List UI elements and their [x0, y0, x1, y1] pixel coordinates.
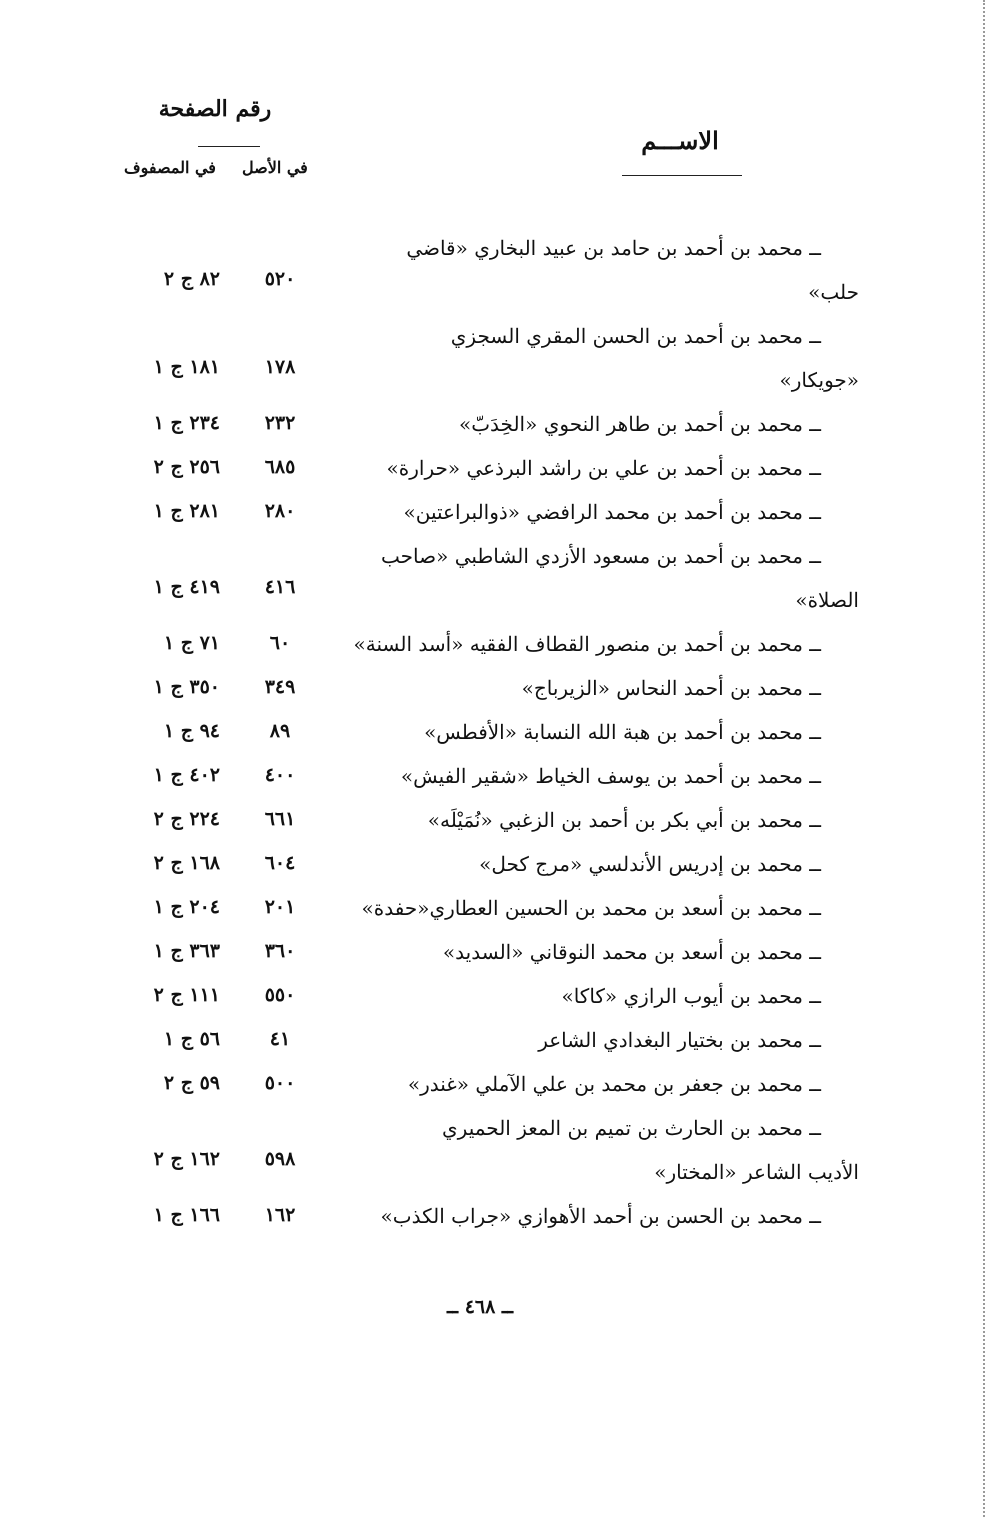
typeset-page-number: ٢٥٦ ج ٢: [153, 456, 220, 478]
entry-name-line: ــ محمد بن جعفر بن محمد بن علي الآملي «غندر»: [407, 1072, 821, 1096]
typeset-page-number: ٤٠٢ ج ١: [153, 764, 220, 786]
entry-name-line: ــ محمد بن أحمد بن محمد الرافضي «ذوالبراعتين»: [403, 500, 821, 524]
original-page-number: ٤١: [269, 1028, 291, 1050]
typeset-page-number: ١٦٦ ج ١: [153, 1204, 220, 1226]
entry-name-line: ــ محمد بن أحمد بن الحسن المقري السجزي: [450, 324, 821, 348]
typeset-page-number: ٩٤ ج ١: [163, 720, 220, 742]
entry-name-line: ــ محمد بن أسعد بن محمد النوقاني «السديد»: [442, 940, 821, 964]
original-page-number: ٦٠: [269, 632, 291, 654]
entry-name-line: ــ محمد بن الحارث بن تميم بن المعز الحميري: [442, 1116, 821, 1140]
original-page-number: ٤١٦: [264, 576, 296, 598]
original-page-number: ٥٩٨: [264, 1148, 296, 1170]
typeset-page-number: ٥٦ ج ١: [163, 1028, 220, 1050]
original-page-number: ٣٤٩: [264, 676, 296, 698]
original-page-number: ٢٠١: [264, 896, 296, 918]
typeset-page-number: ٢٠٤ ج ١: [153, 896, 220, 918]
typeset-page-number: ١١١ ج ٢: [153, 984, 220, 1006]
original-page-number: ٥٥٠: [264, 984, 296, 1006]
typeset-page-number: ٤١٩ ج ١: [153, 576, 220, 598]
page-number-column-title: رقم الصفحة: [158, 96, 272, 122]
entry-name-line: ــ محمد بن أسعد بن محمد بن الحسين العطاري«حفدة»: [361, 896, 821, 920]
original-page-number: ٥٠٠: [264, 1072, 296, 1094]
typeset-page-number: ٢٨١ ج ١: [153, 500, 220, 522]
name-title-rule: [622, 175, 742, 176]
page-edge-dotted-line: [983, 0, 985, 1517]
entry-name-line: ــ محمد بن أحمد بن حامد بن عبيد البخاري «قاضي: [406, 236, 821, 260]
original-page-number: ٢٣٢: [264, 412, 296, 434]
entry-name-line: الصلاة»: [795, 588, 859, 612]
page-number-title-rule: [198, 146, 260, 147]
entry-name-line: «جويكار»: [779, 368, 859, 392]
typeset-page-number: ٧١ ج ١: [163, 632, 220, 654]
entry-name-line: ــ محمد بن الحسن بن أحمد الأهوازي «جراب الكذب»: [380, 1204, 821, 1228]
original-page-column-header: في الأصل: [242, 158, 308, 177]
typeset-page-number: ١٦٨ ج ٢: [153, 852, 220, 874]
entry-name-line: ــ محمد بن أحمد بن منصور القطاف الفقيه «أسد السنة»: [353, 632, 821, 656]
entry-name-line: الأديب الشاعر «المختار»: [654, 1160, 859, 1184]
typeset-page-number: ٨٢ ج ٢: [163, 268, 220, 290]
original-page-number: ٥٢٠: [264, 268, 296, 290]
entry-name-line: حلب»: [808, 280, 859, 304]
original-page-number: ٦٠٤: [264, 852, 296, 874]
original-page-number: ٨٩: [269, 720, 291, 742]
typeset-page-number: ١٦٢ ج ٢: [153, 1148, 220, 1170]
original-page-number: ١٧٨: [264, 356, 296, 378]
original-page-number: ٦٨٥: [264, 456, 296, 478]
entry-name-line: ــ محمد بن إدريس الأندلسي «مرج كحل»: [479, 852, 821, 876]
entry-name-line: ــ محمد بن أبي بكر بن أحمد بن الزغبي «نُمَيْلَه»: [427, 808, 821, 832]
entry-name-line: ــ محمد بن أحمد بن طاهر النحوي «الخِدَبّ»: [458, 412, 821, 436]
original-page-number: ٢٨٠: [264, 500, 296, 522]
original-page-number: ٣٦٠: [264, 940, 296, 962]
original-page-number: ٦٦١: [264, 808, 296, 830]
typeset-page-number: ٣٥٠ ج ١: [153, 676, 220, 698]
page-number: ــ ٤٦٨ ــ: [446, 1296, 514, 1318]
entry-name-line: ــ محمد بن أحمد بن علي بن راشد البرذعي «حرارة»: [386, 456, 821, 480]
entry-name-line: ــ محمد بن أحمد بن هبة الله النسابة «الأفطس»: [424, 720, 821, 744]
entry-name-line: ــ محمد بن بختيار البغدادي الشاعر: [538, 1028, 821, 1052]
typeset-page-number: ٢٣٤ ج ١: [153, 412, 220, 434]
entry-name-line: ــ محمد بن أحمد بن مسعود الأزدي الشاطبي «صاحب: [381, 544, 821, 568]
typeset-page-number: ٢٢٤ ج ٢: [153, 808, 220, 830]
entry-name-line: ــ محمد بن أحمد بن يوسف الخياط «شقير الفيش»: [400, 764, 821, 788]
typeset-page-number: ٥٩ ج ٢: [163, 1072, 220, 1094]
name-column-title: الاســـم: [641, 126, 719, 155]
original-page-number: ٤٠٠: [264, 764, 296, 786]
typeset-page-number: ٣٦٣ ج ١: [153, 940, 220, 962]
original-page-number: ١٦٢: [264, 1204, 296, 1226]
typeset-page-column-header: في المصفوف: [124, 158, 216, 177]
entry-name-line: ــ محمد بن أيوب الرازي «كاكا»: [561, 984, 821, 1008]
typeset-page-number: ١٨١ ج ١: [153, 356, 220, 378]
entry-name-line: ــ محمد بن أحمد النحاس «الزيرباج»: [521, 676, 821, 700]
